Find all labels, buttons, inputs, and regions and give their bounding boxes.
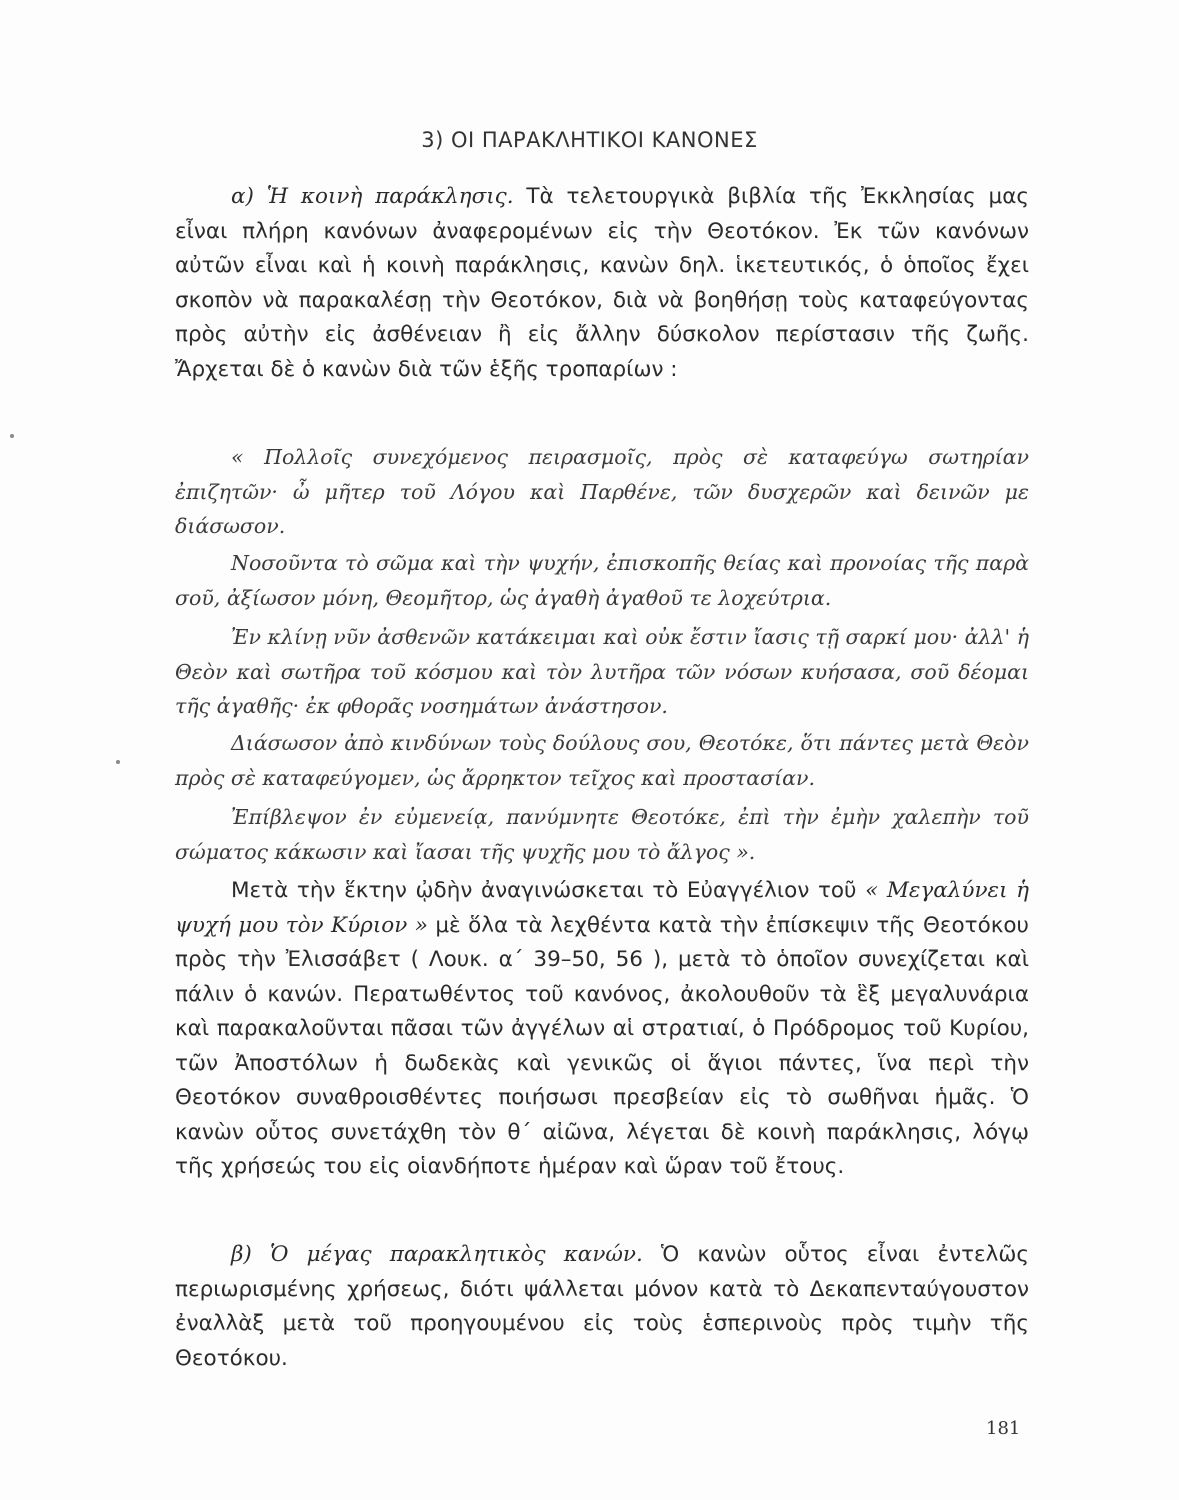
section-b-paragraph (175, 1238, 1029, 1376)
troparion-5: Ἐπίβλεψον ἐν εὐμενείᾳ, πανύμνητε Θεοτόκε, ἐπὶ τὴν ἐμὴν χαλεπὴν τοῦ σώματος κάκωσιν καὶ ἴασαι τῆς ψυχῆς μου τὸ ἄλγος ». (175, 805, 1029, 864)
margin-mark (116, 760, 120, 764)
magnificat-quote: « Μεγαλύνει ἡ ψυχή μου τὸν Κύριον » (175, 878, 1030, 938)
troparion-4: Διάσωσον ἀπὸ κινδύνων τοὺς δούλους σου, Θεοτόκε, ὅτι πάντες μετὰ Θεὸν πρὸς σὲ καταφεύγομεν, ὡς ἄρρηκτον τεῖχος καὶ προστασίαν. (175, 731, 1029, 790)
magnificat-paragraph (175, 874, 1029, 1185)
magnificat-before: Μετὰ τὴν ἕκτην ᾠδὴν ἀναγινώσκεται τὸ Εὐαγγέλιον τοῦ (231, 878, 857, 903)
section-a-text: Τὰ τελετουργικὰ βιβλία τῆς Ἐκκλησίας μας εἶναι πλήρη κανόνων ἀναφερομένων εἰς τὴν Θεοτόκον. Ἐκ τῶν κανόνων αὐτῶν εἶναι καὶ ἡ κοινὴ παράκλησις, κανὼν δηλ. ἱκετευτικός, ὁ ὁποῖος ἔχει σκοπὸν νὰ παρακαλέσῃ τὴν Θεοτόκον, διὰ νὰ βοηθήσῃ τοὺς καταφεύγοντας πρὸς αὐτὴν εἰς ἀσθένειαν ἢ εἰς ἄλλην δύσκολον περίστασιν τῆς ζωῆς. Ἄρχεται δὲ ὁ κανὼν διὰ τῶν ἑξῆς τροπαρίων : (175, 184, 1029, 382)
troparion-2: Νοσοῦντα τὸ σῶμα καὶ τὴν ψυχήν, ἐπισκοπῆς θείας καὶ προνοίας τῆς παρὰ σοῦ, ἀξίωσον μόνη, Θεομῆτορ, ὡς ἀγαθὴ ἀγαθοῦ τε λοχεύτρια. (175, 551, 1029, 610)
troparion-1: « Πολλοῖς συνεχόμενος πειρασμοῖς, πρὸς σὲ καταφεύγω σωτηρίαν ἐπιζητῶν· ὦ μῆτερ τοῦ Λόγου καὶ Παρθένε, τῶν δυσχερῶν καὶ δεινῶν με διάσωσον. (175, 445, 1029, 538)
section-b-text: Ὁ κανὼν οὗτος εἶναι ἐντελῶς περιωρισμένης χρήσεως, διότι ψάλλεται μόνον κατὰ τὸ Δεκαπενταύγουστον ἐναλλὰξ μετὰ τοῦ προηγουμένου εἰς τοὺς ἑσπερινοὺς πρὸς τιμὴν τῆς Θεοτόκου. (175, 1242, 1029, 1371)
section-a-paragraph (175, 180, 1029, 387)
page-number: 181 (986, 1418, 1021, 1439)
section-a-label: α) Ἡ κοινὴ παράκλησις. (231, 184, 514, 209)
section-b-label: β) Ὁ μέγας παρακλητικὸς κανών. (231, 1242, 643, 1267)
page-title: 3) ΟΙ ΠΑΡΑΚΛΗΤΙΚΟΙ ΚΑΝΟΝΕΣ (421, 128, 758, 152)
margin-mark (10, 434, 14, 438)
troparion-3: Ἐν κλίνῃ νῦν ἀσθενῶν κατάκειμαι καὶ οὐκ ἔστιν ἴασις τῇ σαρκί μου· ἀλλ' ἡ Θεὸν καὶ σωτῆρα τοῦ κόσμου καὶ τὸν λυτῆρα τῶν νόσων κυήσασα, σοῦ δέομαι τῆς ἀγαθῆς· ἐκ φθορᾶς νοσημάτων ἀνάστησον. (175, 625, 1029, 718)
magnificat-after: μὲ ὅλα τὰ λεχθέντα κατὰ τὴν ἐπίσκεψιν τῆς Θεοτόκου πρὸς τὴν Ἐλισσάβετ ( Λουκ. α΄ 39–50, 56 ), μετὰ τὸ ὁποῖον συνεχίζεται καὶ πάλιν ὁ κανών. Περατωθέντος τοῦ κανόνος, ἀκολουθοῦν τὰ ἓξ μεγαλυνάρια καὶ παρακαλοῦνται πᾶσαι τῶν ἀγγέλων αἱ στρατιαί, ὁ Πρόδρομος τοῦ Κυρίου, τῶν Ἀποστόλων ἡ δωδεκὰς καὶ γενικῶς οἱ ἅγιοι πάντες, ἵνα περὶ τὴν Θεοτόκον συναθροισθέντες ποιήσωσι πρεσβείαν εἰς τὸ σωθῆναι ἡμᾶς. Ὁ κανὼν οὗτος συνετάχθη τὸν θ΄ αἰῶνα, λέγεται δὲ κοινὴ παράκλησις, λόγῳ τῆς χρήσεώς του εἰς οἱανδήποτε ἡμέραν καὶ ὥραν τοῦ ἔτους. (175, 912, 1029, 1179)
